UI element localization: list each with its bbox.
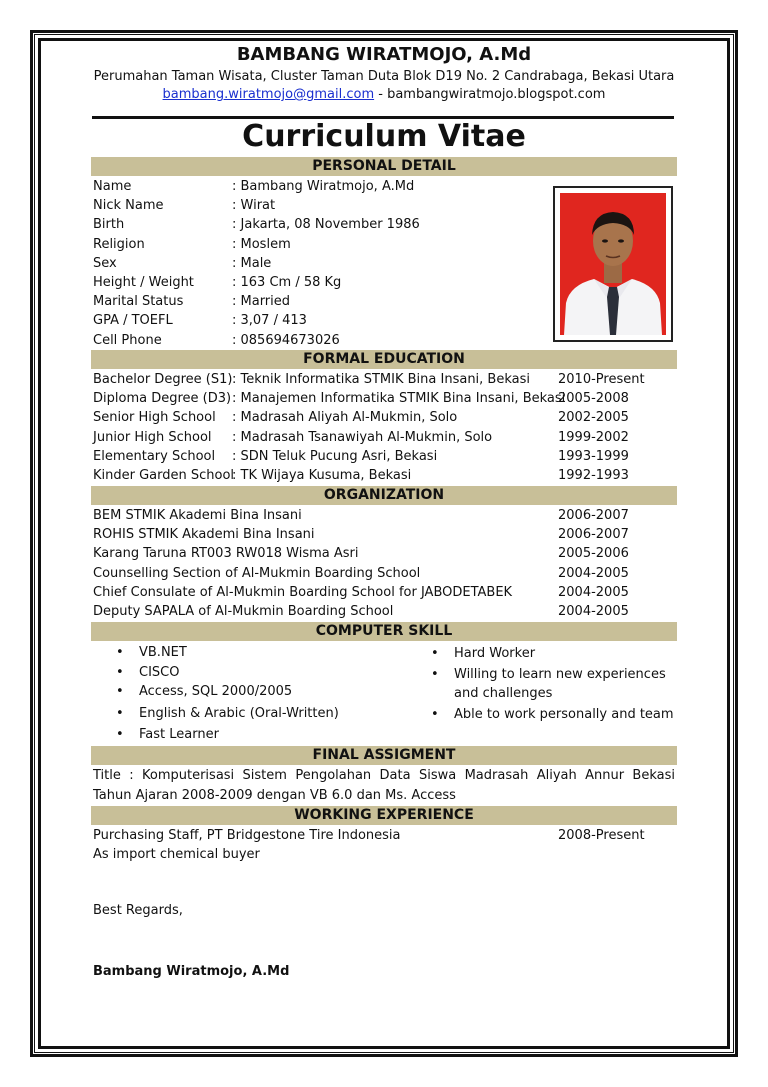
table-row <box>93 408 677 427</box>
table-row <box>93 525 677 544</box>
field-label: Cell Phone <box>93 332 162 348</box>
education-years: 2010-Present <box>558 372 645 387</box>
education-level: Junior High School <box>93 429 212 445</box>
education-years: 1993-1999 <box>558 448 629 464</box>
organization-years: 2006-2007 <box>558 527 629 543</box>
list-item: • English & Arabic (Oral-Written) <box>116 706 339 721</box>
list-item: • Hard Worker <box>431 646 536 661</box>
field-label: Marital Status <box>93 294 184 310</box>
table-row <box>93 389 677 408</box>
organization-name: Counselling Section of Al-Mukmin Boarding School <box>93 565 421 581</box>
education-level: Bachelor Degree (S1) <box>93 372 233 387</box>
education-level: Diploma Degree (D3) <box>93 391 232 407</box>
signature-name: Bambang Wiratmojo, A.Md <box>93 964 290 979</box>
organization-years: 2005-2006 <box>558 546 629 562</box>
blog-text: - bambangwiratmojo.blogspot.com <box>374 87 606 102</box>
education-school: : TK Wijaya Kusuma, Bekasi <box>232 468 412 483</box>
organization-name: BEM STMIK Akademi Bina Insani <box>93 508 302 523</box>
profile-photo <box>553 186 673 342</box>
education-school: : Madrasah Aliyah Al-Mukmin, Solo <box>232 410 458 426</box>
section-personal-detail: PERSONAL DETAIL <box>91 157 677 176</box>
table-row <box>93 544 677 563</box>
organization-years: 2004-2005 <box>558 565 629 581</box>
education-school: : Teknik Informatika STMIK Bina Insani, Bekasi <box>232 372 531 387</box>
field-value: : 085694673026 <box>232 332 340 348</box>
table-row <box>93 370 677 389</box>
education-years: 1992-1993 <box>558 468 629 483</box>
email-link[interactable]: bambang.wiratmojo@gmail.com <box>162 87 375 102</box>
list-item: • Willing to learn new experiences <box>431 667 666 682</box>
field-value: : Bambang Wiratmojo, A.Md <box>232 179 415 194</box>
field-value: : Male <box>232 255 272 271</box>
education-level: Elementary School <box>93 448 216 464</box>
list-item: • Access, SQL 2000/2005 <box>116 684 293 699</box>
table-row <box>93 466 677 485</box>
education-level: Kinder Garden School <box>93 468 235 483</box>
organization-years: 2004-2005 <box>558 584 629 600</box>
table-row <box>93 447 677 466</box>
address-line: Perumahan Taman Wisata, Cluster Taman Duta Blok D19 No. 2 Candrabaga, Bekasi Utara <box>93 69 675 84</box>
profile-photo-image <box>560 193 666 335</box>
education-years: 1999-2002 <box>558 429 629 445</box>
section-working-experience: WORKING EXPERIENCE <box>91 806 677 825</box>
organization-name: ROHIS STMIK Akademi Bina Insani <box>93 527 315 543</box>
list-item: • VB.NET <box>116 645 187 660</box>
list-item: • Fast Learner <box>116 727 219 742</box>
education-years: 2002-2005 <box>558 410 629 426</box>
list-item-continuation: and challenges <box>454 686 553 701</box>
applicant-degree: , A.Md <box>466 44 532 65</box>
table-row <box>93 428 677 447</box>
organization-years: 2006-2007 <box>558 508 629 523</box>
education-school: : SDN Teluk Pucung Asri, Bekasi <box>232 448 438 464</box>
list-item: • Able to work personally and team <box>431 707 674 722</box>
field-label: Nick Name <box>93 198 164 214</box>
field-label: GPA / TOEFL <box>93 313 173 329</box>
field-value: : Jakarta, 08 November 1986 <box>232 217 420 233</box>
field-value: : Wirat <box>232 198 276 214</box>
field-label: Birth <box>93 217 125 233</box>
field-value: : 3,07 / 413 <box>232 313 307 329</box>
education-school: : Madrasah Tsanawiyah Al-Mukmin, Solo <box>232 429 493 445</box>
organization-name: Chief Consulate of Al-Mukmin Boarding School for JABODETABEK <box>93 584 513 600</box>
organization-name: Karang Taruna RT003 RW018 Wisma Asri <box>93 546 359 562</box>
table-row <box>93 826 677 845</box>
applicant-name-heading <box>0 44 768 65</box>
section-organization: ORGANIZATION <box>91 486 677 505</box>
field-label: Religion <box>93 236 145 252</box>
education-years: 2005-2008 <box>558 391 629 407</box>
organization-name: Deputy SAPALA of Al-Mukmin Boarding School <box>93 604 394 619</box>
applicant-name: BAMBANG WIRATMOJO <box>236 44 467 65</box>
section-computer-skill: COMPUTER SKILL <box>91 622 677 641</box>
contact-line <box>0 87 768 102</box>
work-detail: As import chemical buyer <box>93 847 260 862</box>
field-value: : Moslem <box>232 236 291 252</box>
final-assignment-text: Title : Komputerisasi Sistem Pengolahan Data Siswa Madrasah Aliyah Annur Bekasi Tahun Ajaran 2008-2009 dengan VB 6.0 dan Ms. Access <box>93 768 675 803</box>
field-label: Name <box>93 179 132 194</box>
education-level: Senior High School <box>93 410 216 426</box>
table-row <box>93 506 677 525</box>
section-formal-education: FORMAL EDUCATION <box>91 350 677 369</box>
work-position: Purchasing Staff, PT Bridgestone Tire Indonesia <box>93 828 401 843</box>
table-row <box>93 602 677 621</box>
field-value: : 163 Cm / 58 Kg <box>232 275 342 290</box>
education-school: : Manajemen Informatika STMIK Bina Insani, Bekasi <box>232 391 566 407</box>
list-item: • CISCO <box>116 665 180 680</box>
closing-regards: Best Regards, <box>93 903 183 918</box>
organization-years: 2004-2005 <box>558 604 629 619</box>
work-years: 2008-Present <box>558 828 645 843</box>
table-row <box>93 583 677 602</box>
field-value: : Married <box>232 294 291 310</box>
table-row <box>93 564 677 583</box>
section-final-assignment: FINAL ASSIGMENT <box>91 746 677 765</box>
field-label: Sex <box>93 255 117 271</box>
field-label: Height / Weight <box>93 275 194 290</box>
document-title: Curriculum Vitae <box>242 119 526 154</box>
